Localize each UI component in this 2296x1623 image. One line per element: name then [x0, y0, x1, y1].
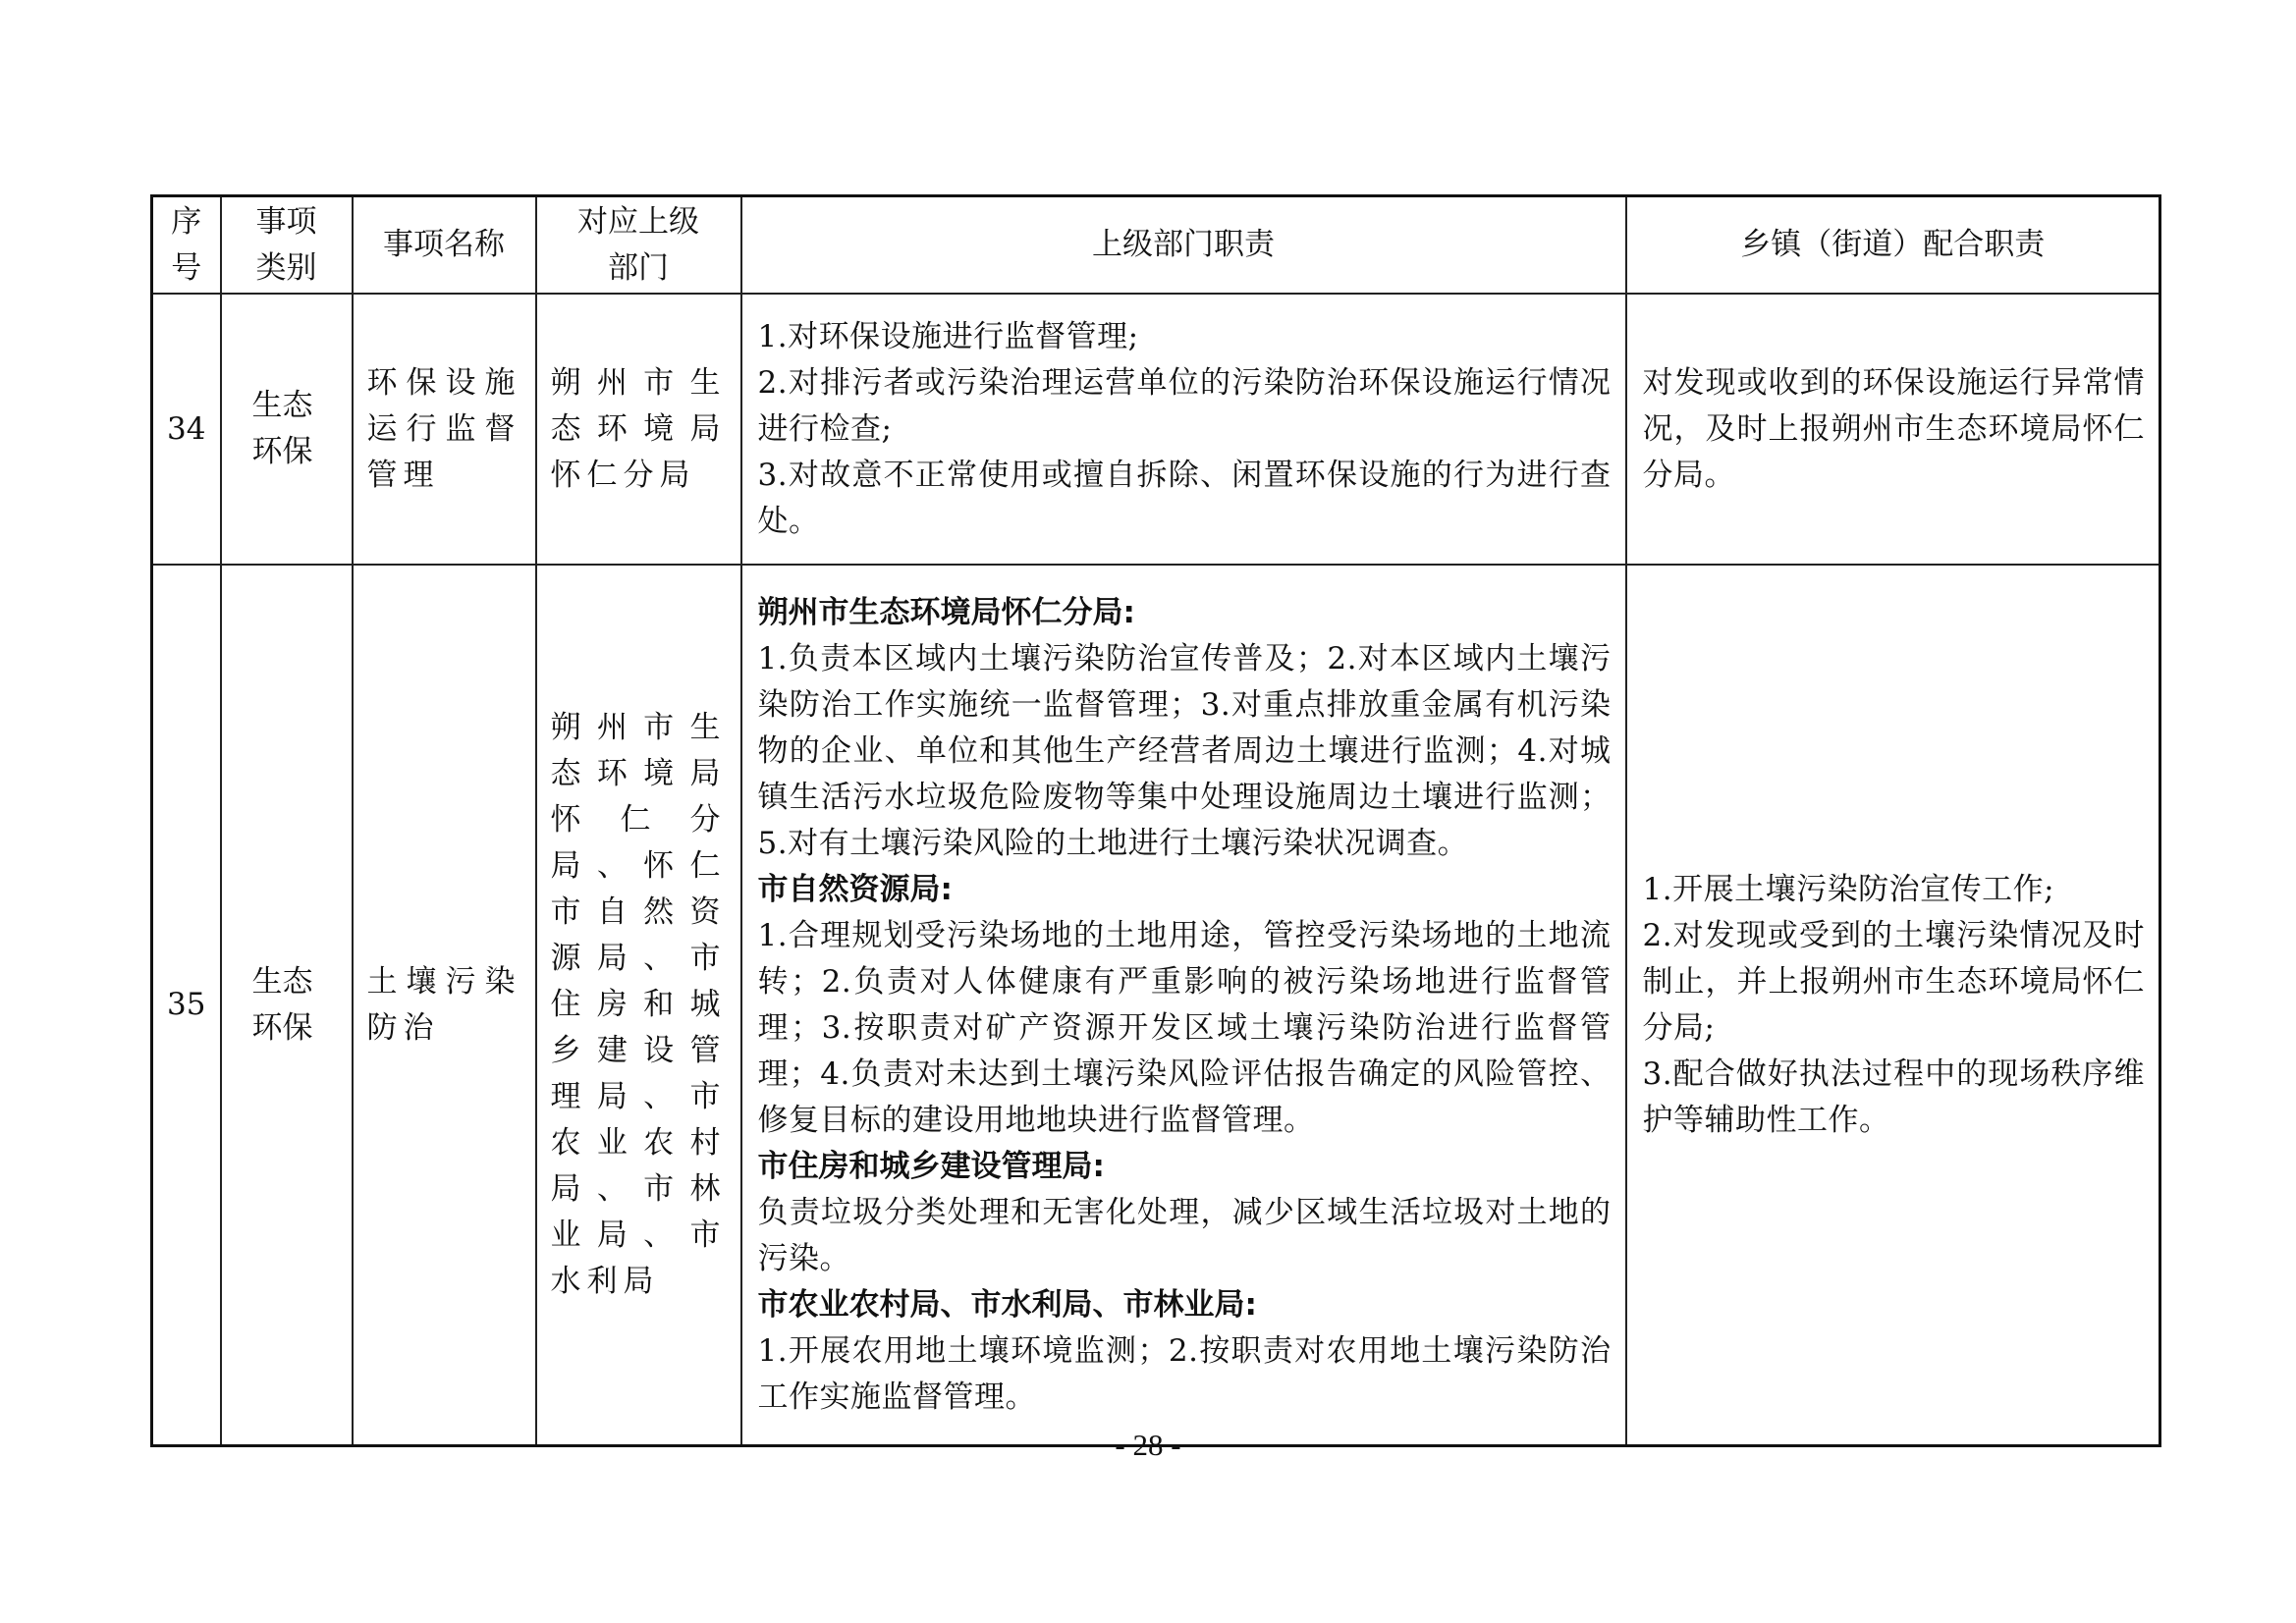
row-category: 生态环保	[221, 565, 353, 1446]
dept-heading: 朔州市生态环境局怀仁分局:	[757, 594, 1135, 630]
row-department: 朔州市生态环境局怀仁分局	[536, 294, 741, 565]
page-number: - 28 -	[1115, 1428, 1181, 1462]
duty-item: 1.对环保设施进行监督管理;	[757, 318, 1139, 354]
header-category: 事项 类别	[221, 196, 353, 295]
duty-item: 3.配合做好执法过程中的现场秩序维护等辅助性工作。	[1642, 1055, 2145, 1138]
duty-item: 1.开展土壤污染防治宣传工作;	[1642, 871, 2055, 907]
dept-duty-text: 1.开展农用地土壤环境监测；2.按职责对农用地土壤污染防治工作实施监督管理。	[757, 1332, 1612, 1415]
dept-duty-text: 1.合理规划受污染场地的土地用途，管控受污染场地的土地流转；2.负责对人体健康有严重影响的被污染场地进行监督管理；3.按职责对矿产资源开发区域土壤污染防治进行监督管理；4.负责对未达到土壤污染风险评估报告确定的风险管控、修复目标的建设用地地块进行监督管理。	[757, 917, 1612, 1138]
dept-heading: 市自然资源局:	[757, 871, 953, 907]
header-town-duty: 乡镇（街道）配合职责	[1626, 196, 2160, 295]
row-seq: 34	[152, 294, 221, 565]
row-town-duty: 对发现或收到的环保设施运行异常情况，及时上报朔州市生态环境局怀仁分局。	[1626, 294, 2160, 565]
row-town-duty	[1626, 565, 2160, 1446]
dept-duty-text: 1.负责本区域内土壤污染防治宣传普及；2.对本区域内土壤污染防治工作实施统一监督管理；3.对重点排放重金属有机污染物的企业、单位和其他生产经营者周边土壤进行监测；4.对城镇生活污水垃圾危险废物等集中处理设施周边土壤进行监测；5.对有土壤污染风险的土地进行土壤污染状况调查。	[757, 640, 1612, 861]
duty-item: 3.对故意不正常使用或擅自拆除、闲置环保设施的行为进行查处。	[757, 457, 1612, 539]
header-superior-duty: 上级部门职责	[741, 196, 1626, 295]
dept-heading: 市农业农村局、市水利局、市林业局:	[757, 1286, 1257, 1323]
header-row	[152, 196, 2160, 295]
row-seq: 35	[152, 565, 221, 1446]
row-superior-duty	[741, 565, 1626, 1446]
dept-duty-text: 负责垃圾分类处理和无害化处理，减少区域生活垃圾对土地的污染。	[757, 1194, 1612, 1276]
row-category: 生态环保	[221, 294, 353, 565]
header-item-name: 事项名称	[353, 196, 536, 295]
duty-item: 2.对排污者或污染治理运营单位的污染防治环保设施运行情况进行检查;	[757, 364, 1612, 447]
duty-item: 2.对发现或受到的土壤污染情况及时制止，并上报朔州市生态环境局怀仁分局;	[1642, 917, 2145, 1046]
duty-table	[150, 194, 2161, 1447]
header-seq: 序 号	[152, 196, 221, 295]
header-department: 对应上级 部门	[536, 196, 741, 295]
table-row	[152, 565, 2160, 1446]
row-item-name: 环保设施运行监督管理	[353, 294, 536, 565]
row-department: 朔州市生态环境局怀仁分局、怀仁市自然资源局、市住房和城乡建设管理局、市农业农村局、市林业局、市水利局	[536, 565, 741, 1446]
table-row	[152, 294, 2160, 565]
row-superior-duty	[741, 294, 1626, 565]
row-item-name: 土壤污染防治	[353, 565, 536, 1446]
dept-heading: 市住房和城乡建设管理局:	[757, 1148, 1105, 1184]
